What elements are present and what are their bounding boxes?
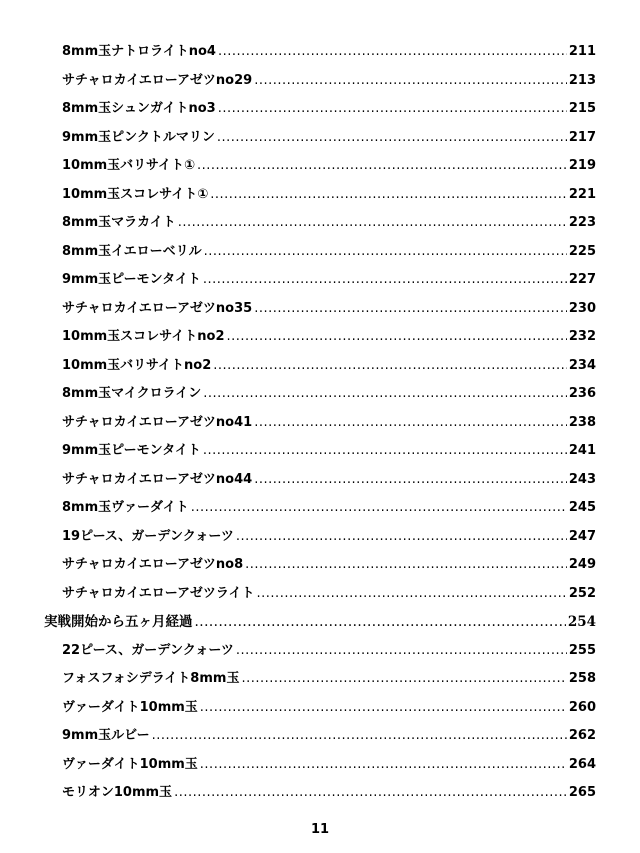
toc-dot-leader	[257, 580, 567, 609]
toc-entry[interactable]	[62, 694, 596, 723]
toc-entry-title: 10mm玉バリサイトno2	[62, 357, 212, 373]
toc-entry[interactable]	[62, 266, 596, 295]
toc-entry[interactable]	[62, 238, 596, 267]
toc-entry-title: ヴァーダイト10mm玉	[62, 699, 198, 715]
toc-entry[interactable]	[62, 209, 596, 238]
toc-entry-title: 19ピース、ガーデンクォーツ	[62, 528, 234, 544]
toc-dot-leader	[200, 751, 567, 780]
toc-dot-leader	[218, 95, 567, 124]
toc-entry-title: モリオン10mm玉	[62, 785, 173, 800]
toc-entry-page: 249	[568, 557, 596, 572]
toc-entry[interactable]	[62, 437, 596, 466]
toc-dot-leader	[174, 779, 567, 808]
toc-entry[interactable]	[62, 409, 596, 438]
toc-entry-title: 9mm玉ピンクトルマリン	[62, 129, 215, 145]
toc-dot-leader	[152, 722, 567, 751]
toc-entry[interactable]	[62, 722, 596, 751]
toc-entry-page: 232	[568, 329, 596, 344]
toc-entry[interactable]	[62, 181, 596, 210]
toc-entry[interactable]	[62, 67, 596, 96]
toc-entry-page: 217	[568, 129, 596, 145]
toc-entry[interactable]	[62, 551, 596, 580]
toc-entry-title: 8mm玉ヴァーダイト	[62, 500, 189, 515]
toc-dot-leader	[195, 608, 566, 637]
toc-entry-title: フォスフォシデライト8mm玉	[62, 671, 240, 686]
toc-entry-title: サチャロカイエローアゼツno29	[62, 72, 253, 88]
toc-entry-title: 9mm玉ルビー	[62, 728, 150, 743]
toc-entry-page: 219	[568, 158, 596, 173]
toc-entry-title: 22ピース、ガーデンクォーツ	[62, 642, 234, 658]
toc-entry-title: サチャロカイエローアゼツno8	[62, 557, 244, 572]
toc-dot-leader	[254, 466, 567, 495]
toc-dot-leader	[236, 637, 567, 666]
toc-dot-leader	[227, 323, 567, 352]
toc-entry[interactable]	[62, 466, 596, 495]
toc-dot-leader	[204, 238, 567, 267]
toc-entry-title: サチャロカイエローアゼツno41	[62, 414, 253, 430]
toc-entry-title: サチャロカイエローアゼツno44	[62, 471, 253, 487]
toc-entry-page: 247	[568, 528, 596, 544]
toc-entry-page: 255	[568, 642, 596, 658]
toc-entry-page: 265	[568, 785, 596, 800]
toc-entry-page: 213	[568, 72, 596, 88]
toc-entry-title: 8mm玉マイクロライン	[62, 386, 202, 401]
toc-entry-page: 241	[568, 443, 596, 458]
toc-entry[interactable]	[62, 323, 596, 352]
toc-entry[interactable]	[62, 665, 596, 694]
toc-entry-title: 8mm玉ナトロライトno4	[62, 44, 216, 59]
toc-dot-leader	[200, 694, 567, 723]
toc-entry-page: 225	[568, 243, 596, 259]
toc-entry-title: 8mm玉マラカイト	[62, 215, 176, 230]
toc-entry-page: 236	[568, 386, 596, 401]
toc-entry-page: 227	[568, 272, 596, 287]
toc-entry-page: 215	[568, 101, 596, 116]
toc-dot-leader	[213, 352, 567, 381]
toc-dot-leader	[236, 523, 567, 552]
toc-entry-title: 10mm玉スコレサイト①	[62, 186, 209, 202]
toc-dot-leader	[217, 124, 567, 153]
toc-dot-leader	[254, 67, 567, 96]
toc-entry-title: ヴァーダイト10mm玉	[62, 756, 198, 772]
toc-list	[0, 38, 640, 808]
toc-entry-title: サチャロカイエローアゼツライト	[62, 585, 255, 601]
toc-dot-leader	[191, 494, 567, 523]
toc-dot-leader	[254, 409, 567, 438]
toc-entry[interactable]	[62, 523, 596, 552]
toc-entry-title: 8mm玉イエローベリル	[62, 243, 202, 259]
toc-entry-page: 245	[568, 500, 596, 515]
toc-entry-page: 230	[568, 300, 596, 316]
toc-entry[interactable]	[62, 380, 596, 409]
table-of-contents	[0, 38, 640, 808]
toc-entry-page: 254	[567, 614, 596, 630]
toc-entry-title: 10mm玉バリサイト①	[62, 158, 196, 173]
toc-entry[interactable]	[62, 38, 596, 67]
toc-entry-title: 10mm玉スコレサイトno2	[62, 329, 225, 344]
toc-dot-leader	[203, 380, 567, 409]
toc-dot-leader	[203, 266, 567, 295]
toc-entry-title: 8mm玉シュンガイトno3	[62, 101, 216, 116]
toc-chapter-entry[interactable]	[44, 608, 596, 637]
toc-entry-page: 264	[568, 756, 596, 772]
toc-entry-page: 221	[568, 186, 596, 202]
toc-dot-leader	[254, 295, 567, 324]
toc-entry[interactable]	[62, 124, 596, 153]
toc-dot-leader	[241, 665, 566, 694]
toc-entry[interactable]	[62, 779, 596, 808]
toc-entry-page: 223	[568, 215, 596, 230]
toc-dot-leader	[203, 437, 567, 466]
toc-entry-page: 211	[568, 44, 596, 59]
toc-entry[interactable]	[62, 352, 596, 381]
toc-dot-leader	[178, 209, 567, 238]
toc-entry-page: 258	[568, 671, 596, 686]
toc-entry-title: 9mm玉ピーモンタイト	[62, 272, 201, 287]
toc-entry-page: 262	[568, 728, 596, 743]
toc-entry[interactable]	[62, 494, 596, 523]
toc-entry[interactable]	[62, 580, 596, 609]
toc-entry-title: 実戦開始から五ヶ月経過	[44, 614, 193, 630]
toc-dot-leader	[197, 152, 567, 181]
toc-dot-leader	[210, 181, 567, 210]
toc-entry-page: 243	[568, 471, 596, 487]
toc-entry[interactable]	[62, 95, 596, 124]
toc-entry[interactable]	[62, 295, 596, 324]
toc-entry-title: 9mm玉ピーモンタイト	[62, 443, 201, 458]
toc-entry[interactable]	[62, 637, 596, 666]
toc-entry-page: 260	[568, 699, 596, 715]
toc-entry[interactable]	[62, 751, 596, 780]
toc-entry-page: 234	[568, 357, 596, 373]
toc-dot-leader	[218, 38, 567, 67]
toc-entry-page: 238	[568, 414, 596, 430]
page-number: 11	[310, 822, 330, 837]
toc-entry-page: 252	[568, 585, 596, 601]
toc-dot-leader	[245, 551, 567, 580]
toc-entry[interactable]	[62, 152, 596, 181]
toc-entry-title: サチャロカイエローアゼツno35	[62, 300, 253, 316]
